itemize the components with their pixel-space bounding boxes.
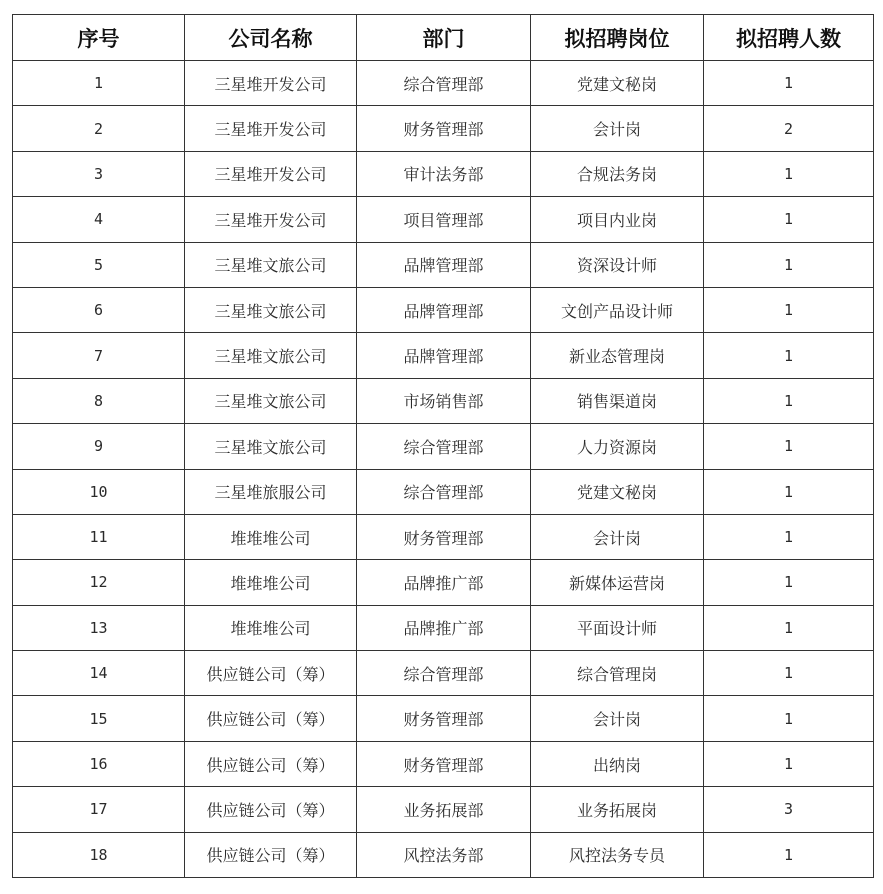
table-row	[13, 424, 874, 469]
header-company: 公司名称	[185, 15, 357, 61]
cell-position: 综合管理岗	[531, 651, 704, 696]
cell-department: 品牌推广部	[357, 560, 531, 605]
cell-index: 13	[13, 605, 185, 650]
header-row	[13, 15, 874, 61]
cell-index: 14	[13, 651, 185, 696]
table-header	[13, 15, 874, 61]
cell-department: 品牌管理部	[357, 242, 531, 287]
cell-company: 三星堆文旅公司	[185, 378, 357, 423]
table-row	[13, 651, 874, 696]
cell-index: 7	[13, 333, 185, 378]
cell-headcount: 1	[704, 696, 874, 741]
cell-index: 12	[13, 560, 185, 605]
table-row	[13, 741, 874, 786]
cell-company: 三星堆开发公司	[185, 197, 357, 242]
cell-position: 业务拓展岗	[531, 787, 704, 832]
header-position: 拟招聘岗位	[531, 15, 704, 61]
table-row	[13, 605, 874, 650]
table-row	[13, 197, 874, 242]
cell-company: 堆堆堆公司	[185, 605, 357, 650]
cell-index: 9	[13, 424, 185, 469]
table-row	[13, 787, 874, 832]
table-row	[13, 832, 874, 877]
cell-headcount: 3	[704, 787, 874, 832]
cell-position: 新媒体运营岗	[531, 560, 704, 605]
cell-index: 2	[13, 106, 185, 151]
cell-headcount: 1	[704, 333, 874, 378]
cell-position: 资深设计师	[531, 242, 704, 287]
cell-headcount: 1	[704, 832, 874, 877]
table-row	[13, 469, 874, 514]
cell-headcount: 1	[704, 651, 874, 696]
cell-index: 15	[13, 696, 185, 741]
cell-company: 三星堆旅服公司	[185, 469, 357, 514]
cell-department: 财务管理部	[357, 106, 531, 151]
table-row	[13, 106, 874, 151]
header-index: 序号	[13, 15, 185, 61]
cell-position: 会计岗	[531, 514, 704, 559]
cell-index: 3	[13, 151, 185, 196]
table-body	[13, 61, 874, 878]
cell-position: 项目内业岗	[531, 197, 704, 242]
table-row	[13, 287, 874, 332]
cell-index: 18	[13, 832, 185, 877]
header-department: 部门	[357, 15, 531, 61]
cell-index: 11	[13, 514, 185, 559]
cell-position: 会计岗	[531, 696, 704, 741]
cell-headcount: 1	[704, 514, 874, 559]
cell-headcount: 1	[704, 424, 874, 469]
table-row	[13, 242, 874, 287]
cell-department: 财务管理部	[357, 514, 531, 559]
cell-position: 文创产品设计师	[531, 287, 704, 332]
cell-headcount: 1	[704, 469, 874, 514]
table-row	[13, 560, 874, 605]
cell-company: 三星堆开发公司	[185, 106, 357, 151]
cell-headcount: 1	[704, 741, 874, 786]
cell-position: 人力资源岗	[531, 424, 704, 469]
cell-headcount: 1	[704, 560, 874, 605]
cell-department: 业务拓展部	[357, 787, 531, 832]
cell-department: 品牌推广部	[357, 605, 531, 650]
cell-position: 会计岗	[531, 106, 704, 151]
cell-company: 堆堆堆公司	[185, 560, 357, 605]
cell-company: 供应链公司（筹）	[185, 787, 357, 832]
cell-company: 三星堆文旅公司	[185, 287, 357, 332]
cell-department: 综合管理部	[357, 424, 531, 469]
cell-department: 品牌管理部	[357, 287, 531, 332]
table-row	[13, 514, 874, 559]
cell-position: 新业态管理岗	[531, 333, 704, 378]
cell-position: 平面设计师	[531, 605, 704, 650]
cell-index: 1	[13, 61, 185, 106]
cell-company: 三星堆文旅公司	[185, 424, 357, 469]
cell-department: 财务管理部	[357, 696, 531, 741]
cell-department: 综合管理部	[357, 469, 531, 514]
table-row	[13, 333, 874, 378]
cell-index: 10	[13, 469, 185, 514]
cell-department: 财务管理部	[357, 741, 531, 786]
cell-company: 三星堆文旅公司	[185, 333, 357, 378]
cell-index: 8	[13, 378, 185, 423]
cell-position: 党建文秘岗	[531, 61, 704, 106]
cell-headcount: 1	[704, 378, 874, 423]
cell-headcount: 1	[704, 287, 874, 332]
cell-company: 三星堆开发公司	[185, 61, 357, 106]
cell-department: 品牌管理部	[357, 333, 531, 378]
table-row	[13, 151, 874, 196]
cell-department: 综合管理部	[357, 651, 531, 696]
cell-headcount: 1	[704, 605, 874, 650]
cell-index: 5	[13, 242, 185, 287]
cell-department: 项目管理部	[357, 197, 531, 242]
cell-company: 供应链公司（筹）	[185, 741, 357, 786]
header-headcount: 拟招聘人数	[704, 15, 874, 61]
cell-company: 供应链公司（筹）	[185, 696, 357, 741]
cell-department: 风控法务部	[357, 832, 531, 877]
cell-position: 党建文秘岗	[531, 469, 704, 514]
cell-position: 合规法务岗	[531, 151, 704, 196]
cell-company: 供应链公司（筹）	[185, 832, 357, 877]
cell-headcount: 1	[704, 151, 874, 196]
cell-company: 三星堆文旅公司	[185, 242, 357, 287]
table-row	[13, 61, 874, 106]
table-row	[13, 378, 874, 423]
cell-position: 风控法务专员	[531, 832, 704, 877]
cell-department: 审计法务部	[357, 151, 531, 196]
table-row	[13, 696, 874, 741]
cell-headcount: 1	[704, 197, 874, 242]
cell-company: 供应链公司（筹）	[185, 651, 357, 696]
cell-position: 出纳岗	[531, 741, 704, 786]
cell-index: 4	[13, 197, 185, 242]
cell-position: 销售渠道岗	[531, 378, 704, 423]
cell-department: 市场销售部	[357, 378, 531, 423]
cell-index: 17	[13, 787, 185, 832]
cell-headcount: 1	[704, 242, 874, 287]
cell-headcount: 1	[704, 61, 874, 106]
cell-index: 6	[13, 287, 185, 332]
cell-headcount: 2	[704, 106, 874, 151]
cell-index: 16	[13, 741, 185, 786]
cell-company: 三星堆开发公司	[185, 151, 357, 196]
cell-department: 综合管理部	[357, 61, 531, 106]
recruitment-table-container	[12, 14, 874, 878]
recruitment-table	[12, 14, 874, 878]
cell-company: 堆堆堆公司	[185, 514, 357, 559]
